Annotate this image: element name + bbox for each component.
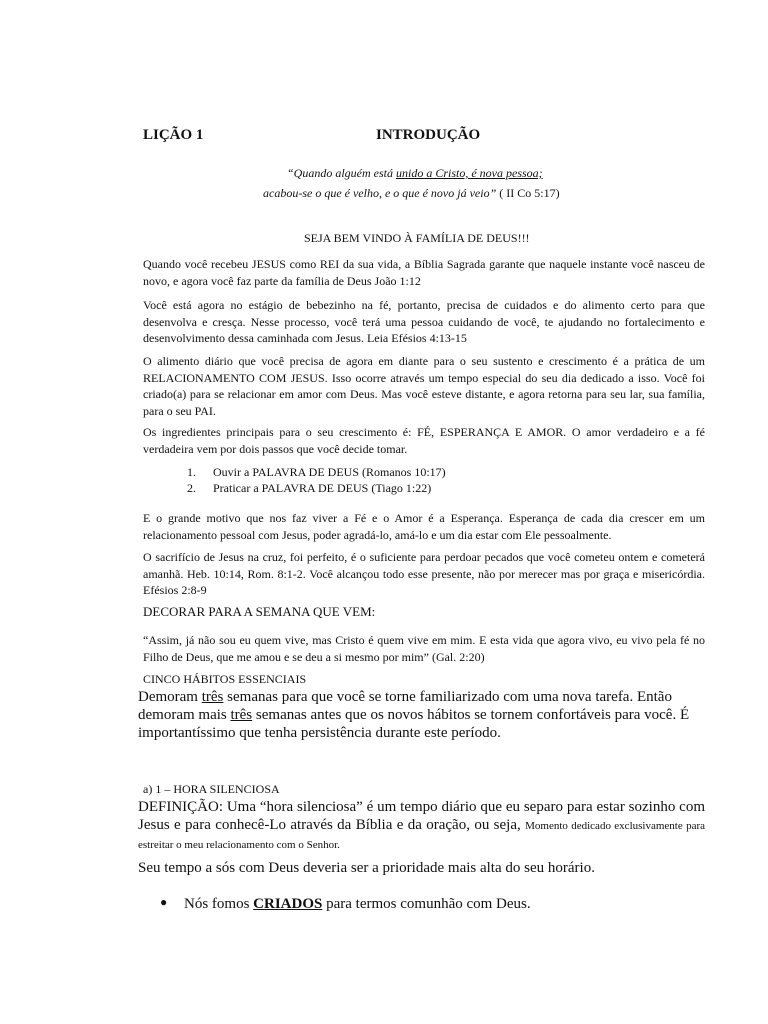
habits-underlined-1: três [201, 689, 224, 705]
bullet-text-post: para termos comunhão com Deus. [322, 896, 531, 912]
paragraph-born-again: Quando você recebeu JESUS como REI da sua vida, a Bíblia Sagrada garante que naquele instante você nasceu de novo, e agora você faz parte da família de Deus João 1:12 [143, 257, 705, 288]
habits-underlined-2: três [230, 707, 253, 723]
habits-heading: CINCO HÁBITOS ESSENCIAIS [143, 672, 307, 686]
bullet-item [160, 895, 531, 913]
priority-sentence: Seu tempo a sós com Deus deveria ser a prioridade mais alta do seu horário. [138, 860, 595, 876]
definition-small-text: Momento dedicado exclusivamente para estreitar o meu relacionamento com o Senhor. [138, 820, 706, 851]
list-item [187, 480, 431, 496]
habits-text-3: semanas antes que os novos hábitos se tornem confortáveis para você. É importantíssimo que tenha persistência durante este período. [138, 707, 690, 741]
bullet-bold-word: CRIADOS [253, 896, 323, 912]
paragraph-daily-food: O alimento diário que você precisa de agora em diante para o seu sustento e crescimento é a prática de um RELACIONAMENTO COM JESUS. Isso ocorre através um tempo especial do seu dia dedicado a isso. Você foi criado(a) para se relacionar em amor com Deus. Mas você esteve distante, e agora retorna para seu lar, sua família, para o seu PAI. [143, 354, 705, 418]
memory-verse: “Assim, já não sou eu quem vive, mas Cristo é quem vive em mim. E esta vida que agora vivo, eu vivo pela fé no Filho de Deus, que me amou e se deu a si mesmo por mim” (Gal. 2:20) [143, 633, 705, 664]
paragraph-hope: E o grande motivo que nos faz viver a Fé e o Amor é a Esperança. Esperança de cada dia crescer em um relacionamento pessoal com Jesus, poder agradá-lo, amá-lo e um dia estar com Ele pessoalmente. [143, 511, 705, 542]
epigraph-line-2 [263, 186, 560, 201]
epigraph-line-1-pre: “Quando alguém está [287, 166, 396, 180]
epigraph-underlined: unido a Cristo, é nova pessoa; [396, 166, 543, 180]
bullet-dot-icon: ● [160, 895, 168, 909]
quiet-hour-definition [138, 798, 705, 854]
memorize-heading: DECORAR PARA A SEMANA QUE VEM: [143, 604, 376, 619]
epigraph-line-1 [287, 166, 543, 181]
paragraph-sacrifice: O sacrifício de Jesus na cruz, foi perfeito, é o suficiente para perdoar pecados que você cometeu ontem e cometerá amanhã. Heb. 10:14, Rom. 8:1-2. Você alcançou todo esse presente, não por merecer mas por graça e misericórdia. Efésios 2:8-9 [143, 550, 705, 597]
bullet-text-pre: Nós fomos [184, 896, 254, 912]
paragraph-baby-faith: Você está agora no estágio de bebezinho na fé, portanto, precisa de cuidados e do alimento certo para que desenvolva e cresça. Nesse processo, você terá uma pessoa cuidando de você, te ajudando no fortalecimento e desenvolvimento dessa caminhada com Jesus. Leia Efésios 4:13-15 [143, 298, 705, 345]
list-text: Praticar a PALAVRA DE DEUS (Tiago 1:22) [213, 481, 432, 495]
lesson-number: LIÇÃO 1 [143, 127, 204, 143]
list-text: Ouvir a PALAVRA DE DEUS (Romanos 10:17) [213, 465, 446, 479]
page-title: INTRODUÇÃO [376, 127, 481, 143]
habits-paragraph [138, 688, 708, 742]
habits-text-1: Demoram [138, 689, 202, 705]
list-number: 1. [187, 465, 196, 479]
definition-text: Uma “hora silenciosa” é um tempo diário que eu separo para estar sozinho com Jesus e para conhecê-Lo através da Bíblia e da oração, ou seja, [138, 799, 705, 833]
list-item [187, 464, 446, 480]
list-number: 2. [187, 481, 196, 495]
epigraph-reference: ( II Co 5:17) [496, 186, 560, 200]
quiet-hour-heading: a) 1 – HORA SILENCIOSA [143, 782, 280, 796]
welcome-heading: SEJA BEM VINDO À FAMÍLIA DE DEUS!!! [304, 231, 530, 245]
paragraph-ingredients: Os ingredientes principais para o seu crescimento é: FÉ, ESPERANÇA E AMOR. O amor verdadeiro e a fé verdadeira vem por dois passos que você decide tomar. [143, 425, 705, 456]
epigraph-line-2-text: acabou-se o que é velho, e o que é novo já veio” [263, 186, 497, 200]
habits-text-2: semanas para que você se torne familiarizado com uma nova tarefa. Então demoram mais [138, 689, 672, 723]
definition-label: DEFINIÇÃO: [138, 799, 223, 815]
